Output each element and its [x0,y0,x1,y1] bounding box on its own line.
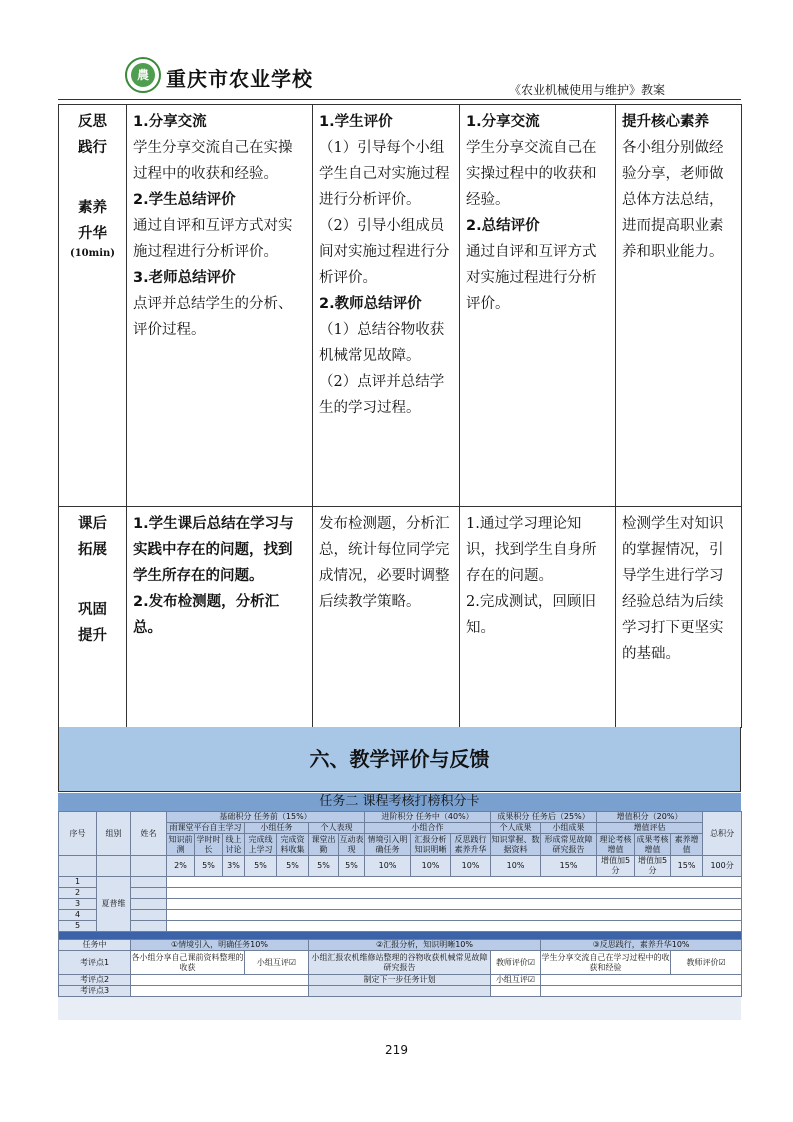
percent-cell: 5% [339,856,365,877]
kp1-b: 小组互评☑ [245,951,309,975]
percent-cell: 5% [277,856,309,877]
stage-line: 课后 [78,515,107,532]
seq-cell: 2 [59,888,97,899]
kp1-e: 学生分享交流自己在学习过程中的收获和经验 [541,951,671,975]
kp2-d: 小组互评☑ [491,975,541,986]
stage-line: 升华 [78,225,107,242]
col-student [460,507,616,728]
column-header: 学时时长 [196,834,221,854]
school-name: 重庆市农业学校 [166,67,313,91]
stage-line: 拓展 [78,541,107,558]
section-title: 六、教学评价与反馈 [58,727,741,792]
cell-paragraph: 通过自评和互评方式对实施过程进行分析评价。 [133,218,293,260]
group-name: 夏普维 [97,877,131,932]
divider-band [59,932,742,940]
percent-cell: 增值加5分 [635,856,671,877]
row-reflection [59,105,742,507]
column-header: 情境引入明确任务 [365,834,411,856]
header-name: 姓名 [131,812,167,856]
lesson-table [58,104,742,728]
header-rule [58,99,741,100]
column-header: 线上讨论 [223,834,245,856]
sub-personal-result: 个人成果 [491,823,541,834]
col-teacher [313,105,460,507]
sub-group-task: 小组任务 [245,823,309,834]
score-card [58,793,741,1020]
kp-row-3 [59,986,742,997]
cell-paragraph: （2）点评并总结学生的学习过程。 [319,374,445,416]
cell-paragraph: 学生分享交流自己在实操过程中的收获和经验。 [466,140,597,208]
stage-cell [59,105,127,507]
seq-cell: 3 [59,899,97,910]
kp3-label: 考评点3 [59,986,131,997]
group-basic: 基础积分 任务前（15%） [167,812,365,823]
col-content [127,105,313,507]
row-extension [59,507,742,728]
column-header: 素养增值 [671,834,703,856]
sub-value-eval: 增值评估 [597,823,703,834]
percent-cell: 10% [491,856,541,877]
column-header: 知识掌握、数据资料 [491,834,540,854]
col-teacher [313,507,460,728]
cell-paragraph: 1.分享交流 [133,114,207,130]
cell-paragraph: （1）总结谷物收获机械常见故障。 [319,322,445,364]
cell-paragraph: 学生分享交流自己在实操过程中的收获和经验。 [133,140,293,182]
percent-cell: 2% [167,856,195,877]
seq-cell: 4 [59,910,97,921]
col-student [460,105,616,507]
sub-personal: 个人表现 [309,823,365,834]
stage-cell [59,507,127,728]
student-row [59,910,742,921]
seq-cell: 5 [59,921,97,932]
cell-paragraph: 2.教师总结评价 [319,296,422,312]
task-3: ③反思践行，素养升华10% [541,940,742,951]
header-group: 组别 [97,812,131,856]
percent-cell: 3% [223,856,245,877]
percent-cell: 10% [451,856,491,877]
student-row [59,888,742,899]
cell-paragraph: 发布检测题，分析汇总，统计每位同学完成情况，必要时调整后续教学策略。 [319,516,450,610]
sub-self-study: 雨课堂平台自主学习 [167,823,245,834]
percent-cell: 15% [671,856,703,877]
cell-paragraph: 各小组分别做经验分享，老师做总体方法总结，进而提高职业素养和职业能力。 [622,140,724,260]
column-header: 互动表现 [339,834,364,854]
cell-paragraph: 检测学生对知识的掌握情况，引导学生进行学习经验总结为后续学习打下更坚实的基础。 [622,516,724,662]
percent-cell: 增值加5分 [597,856,635,877]
stage-time: (10min) [69,248,116,259]
percent-cell: 5% [195,856,223,877]
cell-paragraph: 3.老师总结评价 [133,270,236,286]
school-logo [125,57,161,93]
column-header: 完成线上学习 [245,834,277,856]
header-seq: 序号 [59,812,97,856]
stage-line: 反思 [78,113,107,130]
cell-paragraph: 提升核心素养 [622,114,709,130]
percent-cell: 5% [309,856,339,877]
stage-line: 提升 [78,627,107,644]
col-intent [616,507,742,728]
cell-paragraph: （1）引导每个小组学生自己对实施过程进行分析评价。 [319,140,450,208]
score-card-title: 任务二 课程考核打榜积分卡 [58,793,741,811]
logo-glyph: 農 [136,68,149,82]
kp1-c: 小组汇报农机维修站整理的谷物收获机械常见故障研究报告 [309,951,491,975]
task-label: 任务中 [59,940,131,951]
sub-cooperation: 小组合作 [365,823,491,834]
column-header: 汇报分析知识明晰 [411,834,451,856]
cell-paragraph: 通过自评和互评方式对实施过程进行分析评价。 [466,244,597,312]
kp-row-2 [59,975,742,986]
student-row [59,921,742,932]
group-advanced: 进阶积分 任务中（40%） [365,812,491,823]
column-header: 理论考核增值 [597,834,635,856]
column-header: 完成资料收集 [277,834,309,856]
percent-cell: 5% [245,856,277,877]
column-header: 成果考核增值 [636,834,669,854]
percent-cell: 100分 [703,856,742,877]
student-row [59,899,742,910]
cell-paragraph: 1.通过学习理论知识，找到学生自身所存在的问题。 [466,516,597,584]
cell-paragraph: 2.发布检测题，分析汇总。 [133,594,280,636]
header-total: 总积分 [703,812,742,856]
column-header: 反思践行素养升华 [451,834,491,856]
col-intent [616,105,742,507]
column-header: 知识前测 [168,834,193,854]
kp2-c: 制定下一步任务计划 [309,975,491,986]
cell-paragraph: 2.总结评价 [466,218,540,234]
cell-paragraph: 2.学生总结评价 [133,192,236,208]
cell-paragraph: 2.完成测试，回顾旧知。 [466,594,596,636]
student-row [59,877,742,888]
column-header: 形成常见故障研究报告 [541,834,597,856]
page-number: 219 [385,1043,408,1057]
score-table [58,811,742,997]
percent-cell: 10% [411,856,451,877]
group-result: 成果积分 任务后（25%） [491,812,597,823]
stage-line: 素养 [78,199,107,216]
group-value: 增值积分（20%） [597,812,703,823]
course-title: 《农业机械使用与维护》教案 [508,83,665,97]
percent-cell: 15% [541,856,597,877]
kp1-d: 教师评价☑ [491,951,541,975]
stage-line: 践行 [78,139,107,156]
sub-group-result: 小组成果 [541,823,597,834]
col-content [127,507,313,728]
task-1: ①情境引入，明确任务10% [131,940,309,951]
task-row [59,940,742,951]
cell-paragraph: 1.分享交流 [466,114,540,130]
cell-paragraph: 1.学生评价 [319,114,393,130]
cell-paragraph: 1.学生课后总结在学习与实践中存在的问题，找到学生所存在的问题。 [133,516,294,584]
stage-line: 巩固 [78,601,107,618]
percent-row [59,856,742,877]
percent-cell: 10% [365,856,411,877]
column-header: 课堂出勤 [309,834,339,856]
seq-cell: 1 [59,877,97,888]
kp1-a: 各小组分享自己课前资料整理的收获 [131,951,245,975]
kp2-label: 考评点2 [59,975,131,986]
task-2: ②汇报分析，知识明晰10% [309,940,541,951]
cell-paragraph: （2）引导小组成员间对实施过程进行分析评价。 [319,218,450,286]
cell-paragraph: 点评并总结学生的分析、评价过程。 [133,296,293,338]
page-header [0,0,793,104]
kp-row-1 [59,951,742,975]
kp1-label: 考评点1 [59,951,131,975]
kp1-f: 教师评价☑ [671,951,742,975]
